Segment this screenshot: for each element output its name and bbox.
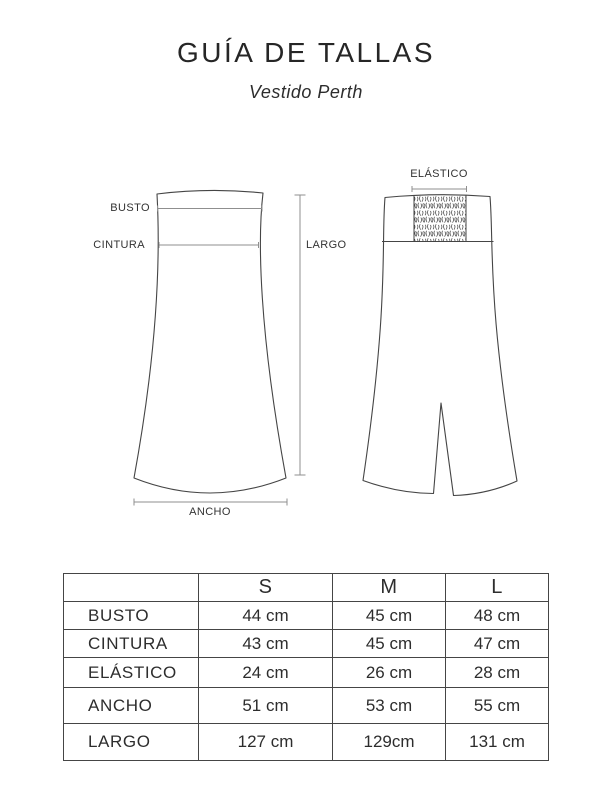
front-dress-outline	[134, 190, 286, 493]
size-table-header-row	[64, 574, 549, 602]
elastic-panel	[414, 195, 466, 242]
back-elastic-label: ELÁSTICO	[410, 168, 468, 180]
cell-value: 51 cm	[199, 688, 333, 724]
front-length-label: LARGO	[306, 239, 347, 251]
page-title: GUÍA DE TALLAS	[176, 37, 436, 68]
cell-value: 24 cm	[199, 658, 333, 688]
row-label: ANCHO	[64, 688, 199, 724]
cell-value: 129cm	[333, 724, 446, 761]
page-subtitle: Vestido Perth	[249, 82, 363, 102]
front-waist-label: CINTURA	[93, 239, 145, 251]
size-header-m: M	[333, 574, 446, 602]
table-row-largo	[64, 724, 549, 761]
table-row-busto	[64, 602, 549, 630]
corner-cell	[64, 574, 199, 602]
row-label: CINTURA	[64, 630, 199, 658]
table-row-ancho	[64, 688, 549, 724]
row-label: ELÁSTICO	[64, 658, 199, 688]
cell-value: 127 cm	[199, 724, 333, 761]
cell-value: 45 cm	[333, 602, 446, 630]
cell-value: 47 cm	[446, 630, 549, 658]
cell-value: 55 cm	[446, 688, 549, 724]
row-label: BUSTO	[64, 602, 199, 630]
front-bust-label: BUSTO	[110, 202, 150, 214]
length-measure-line	[295, 195, 306, 475]
size-header-l: L	[446, 574, 549, 602]
width-measure-line	[134, 499, 287, 506]
front-width-label: ANCHO	[189, 506, 231, 518]
front-waist-line	[159, 242, 259, 248]
cell-value: 48 cm	[446, 602, 549, 630]
cell-value: 26 cm	[333, 658, 446, 688]
table-row-cintura	[64, 630, 549, 658]
table-row-elastico	[64, 658, 549, 688]
cell-value: 28 cm	[446, 658, 549, 688]
elastic-measure-line	[412, 186, 467, 192]
size-table	[63, 573, 549, 761]
front-bust-line	[158, 206, 263, 212]
cell-value: 53 cm	[333, 688, 446, 724]
cell-value: 43 cm	[199, 630, 333, 658]
size-header-s: S	[199, 574, 333, 602]
cell-value: 131 cm	[446, 724, 549, 761]
cell-value: 45 cm	[333, 630, 446, 658]
row-label: LARGO	[64, 724, 199, 761]
cell-value: 44 cm	[199, 602, 333, 630]
